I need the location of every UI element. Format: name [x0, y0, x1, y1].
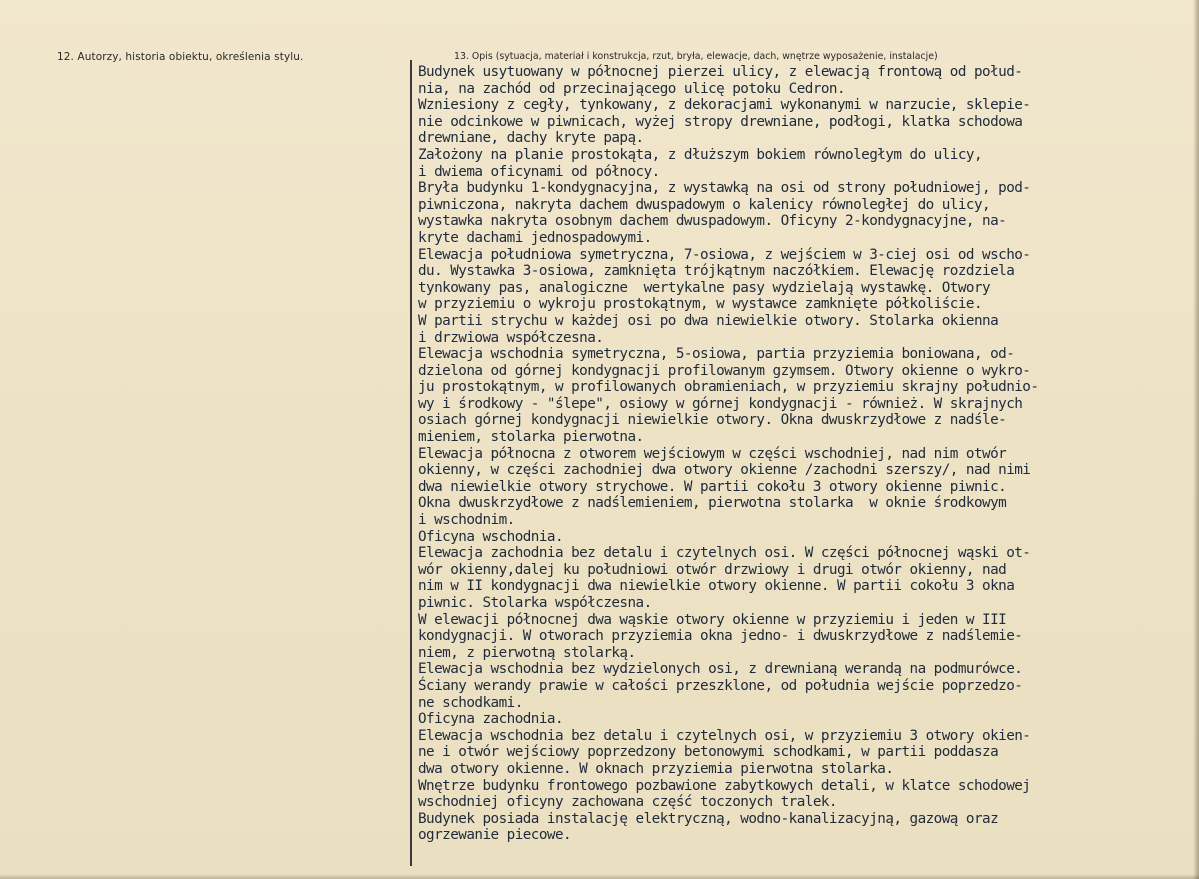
description-line: dwa niewielkie otwory strychowe. W partii cokołu 3 otwory okienne piwnic.	[418, 478, 1007, 495]
description-line: nim w II kondygnacji dwa niewielkie otwory okienne. W partii cokołu 3 okna	[418, 578, 1015, 595]
description-line: Wnętrze budynku frontowego pozbawione zabytkowych detali, w klatce schodowej	[418, 777, 1031, 794]
description-line: i wschodnim.	[418, 512, 515, 529]
description-line: Oficyna zachodnia.	[418, 711, 564, 728]
description-line: Elewacja wschodnia bez wydzielonych osi, z drewnianą werandą na podmurówce.	[418, 661, 1023, 678]
description-line: dzielona od górnej kondygnacji profilowanym gzymsem. Otwory okienne o wykro-	[418, 362, 1031, 379]
description-line: ne schodkami.	[418, 694, 523, 711]
description-line: du. Wystawka 3-osiowa, zamknięta trójkątnym naczółkiem. Elewację rozdziela	[418, 263, 1015, 280]
description-line: dwa otwory okienne. W oknach przyziemia pierwotna stolarka.	[418, 760, 894, 777]
description-line: nia, na zachód od przecinającego ulicę potoku Cedron.	[418, 80, 846, 97]
page-edge-shadow-right	[1193, 0, 1199, 879]
description-line: Elewacja wschodnia bez detalu i czytelnych osi, w przyziemiu 3 otwory okien-	[418, 727, 1031, 744]
description-line: ju prostokątnym, w profilowanych obramieniach, w przyziemiu skrajny południo-	[418, 379, 1039, 396]
description-line: Bryła budynku 1-kondygnacyjna, z wystawką na osi od strony południowej, pod-	[418, 180, 1031, 197]
description-line: Budynek usytuowany w północnej pierzei ulicy, z elewacją frontową od połud-	[418, 64, 1023, 80]
description-line: w przyziemiu o wykroju prostokątnym, w wystawce zamknięte półkoliście.	[418, 296, 983, 313]
description-line: ne i otwór wejściowy poprzedzony betonowymi schodkami, w partii poddasza	[418, 744, 999, 761]
description-line: kondygnacji. W otworach przyziemia okna jedno- i dwuskrzydłowe z nadślemie-	[418, 628, 1023, 645]
description-line: nie odcinkowe w piwnicach, wyżej stropy drewniane, podłogi, klatka schodowa	[418, 113, 1023, 130]
description-line: W elewacji północnej dwa wąskie otwory okienne w przyziemiu i jeden w III	[418, 611, 1007, 628]
description-line: tynkowany pas, analogiczne wertykalne pasy wydzielają wystawkę. Otwory	[418, 279, 991, 296]
description-line: piwnic. Stolarka współczesna.	[418, 595, 652, 611]
description-line: Elewacja zachodnia bez detalu i czytelnych osi. W części północnej wąski ot-	[418, 545, 1031, 562]
description-line: Elewacja wschodnia symetryczna, 5-osiowa, partia przyziemia boniowana, od-	[418, 346, 1015, 363]
description-line: W partii strychu w każdej osi po dwa niewielkie otwory. Stolarka okienna	[418, 312, 999, 329]
section-13-heading: 13. Opis (sytuacja, materiał i konstrukcja, rzut, bryła, elewacje, dach, wnętrze wyposażenie, instalacje)	[454, 51, 938, 62]
description-line: Budynek posiada instalację elektryczną, wodno-kanalizacyjną, gazową oraz	[418, 810, 999, 827]
description-line: Założony na planie prostokąta, z dłuższym bokiem równoległym do ulicy,	[418, 146, 983, 163]
description-line: Wzniesiony z cegły, tynkowany, z dekoracjami wykonanymi w narzucie, sklepie-	[418, 97, 1031, 114]
description-line: Elewacja północna z otworem wejściowym w części wschodniej, nad nim otwór	[418, 445, 1007, 462]
description-line: Elewacja południowa symetryczna, 7-osiowa, z wejściem w 3-ciej osi od wscho-	[418, 246, 1031, 263]
description-line: wór okienny,dalej ku południowi otwór drzwiowy i drugi otwór okienny, nad	[418, 561, 1007, 578]
description-line: i dwiema oficynami od północy.	[418, 163, 660, 180]
description-line: drewniane, dachy kryte papą.	[418, 130, 644, 147]
description-line: Oficyna wschodnia.	[418, 528, 564, 545]
description-line: piwniczona, nakryta dachem dwuspadowym o kalenicy równoległej do ulicy,	[418, 196, 991, 213]
description-line: Ściany werandy prawie w całości przeszklone, od południa wejście poprzedzo-	[418, 677, 1023, 694]
description-line: okienny, w części zachodniej dwa otwory okienne /zachodni szerszy/, nad nimi	[418, 462, 1031, 479]
column-divider	[410, 60, 412, 866]
description-line: wy i środkowy - "ślepe", osiowy w górnej kondygnacji - również. W skrajnych	[418, 395, 1023, 412]
description-line: ogrzewanie piecowe.	[418, 827, 572, 844]
section-12-heading: 12. Autorzy, historia obiektu, określenia stylu.	[57, 51, 304, 63]
description-line: Okna dwuskrzydłowe z nadślemieniem, pierwotna stolarka w oknie środkowym	[418, 495, 1007, 512]
description-body	[418, 64, 1193, 844]
page-edge-shadow-bottom	[0, 874, 1199, 879]
description-line: osiach górnej kondygnacji niewielkie otwory. Okna dwuskrzydłowe z nadśle-	[418, 412, 1007, 429]
description-line: mieniem, stolarka pierwotna.	[418, 429, 644, 446]
description-line: wschodniej oficyny zachowana część toczonych tralek.	[418, 794, 837, 811]
description-line: niem, z pierwotną stolarką.	[418, 644, 636, 661]
description-line: wystawka nakryta osobnym dachem dwuspadowym. Oficyny 2-kondygnacyjne, na-	[418, 213, 1007, 230]
description-line: i drzwiowa współczesna.	[418, 329, 604, 346]
description-line: kryte dachami jednospadowymi.	[418, 229, 652, 246]
